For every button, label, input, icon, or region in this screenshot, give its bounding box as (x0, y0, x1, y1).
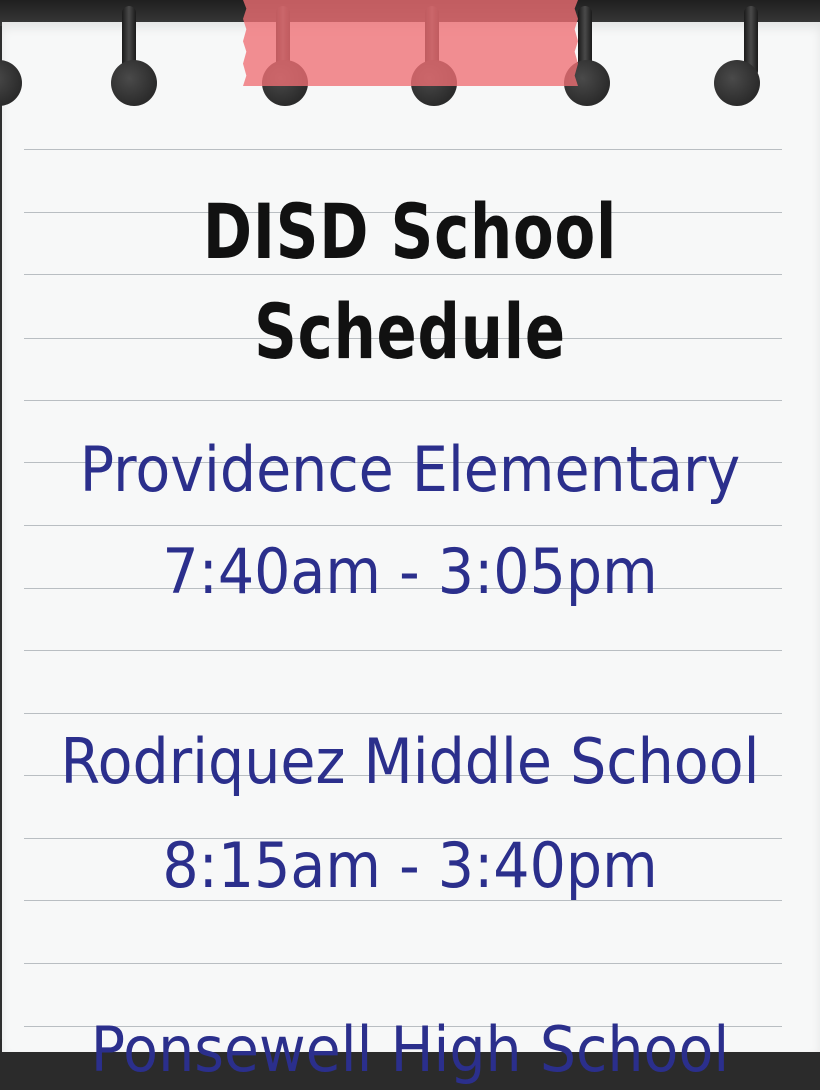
school-name-providence: Providence Elementary (79, 433, 741, 506)
school-hours-providence: 7:40am - 3:05pm (162, 535, 658, 608)
school-hours-rodriquez: 8:15am - 3:40pm (162, 829, 658, 902)
ruled-line (24, 149, 782, 150)
ruled-line (24, 963, 782, 964)
ruled-line (24, 650, 782, 651)
binder-hole (714, 60, 760, 106)
pink-tape (243, 0, 578, 86)
page-title: DISD School Schedule (202, 187, 618, 376)
school-name-ponsewell: Ponsewell High School (90, 1013, 730, 1086)
ruled-line (24, 400, 782, 401)
ruled-line (24, 713, 782, 714)
school-name-rodriquez: Rodriquez Middle School (60, 725, 760, 798)
binder-hole (111, 60, 157, 106)
ruled-line (24, 525, 782, 526)
